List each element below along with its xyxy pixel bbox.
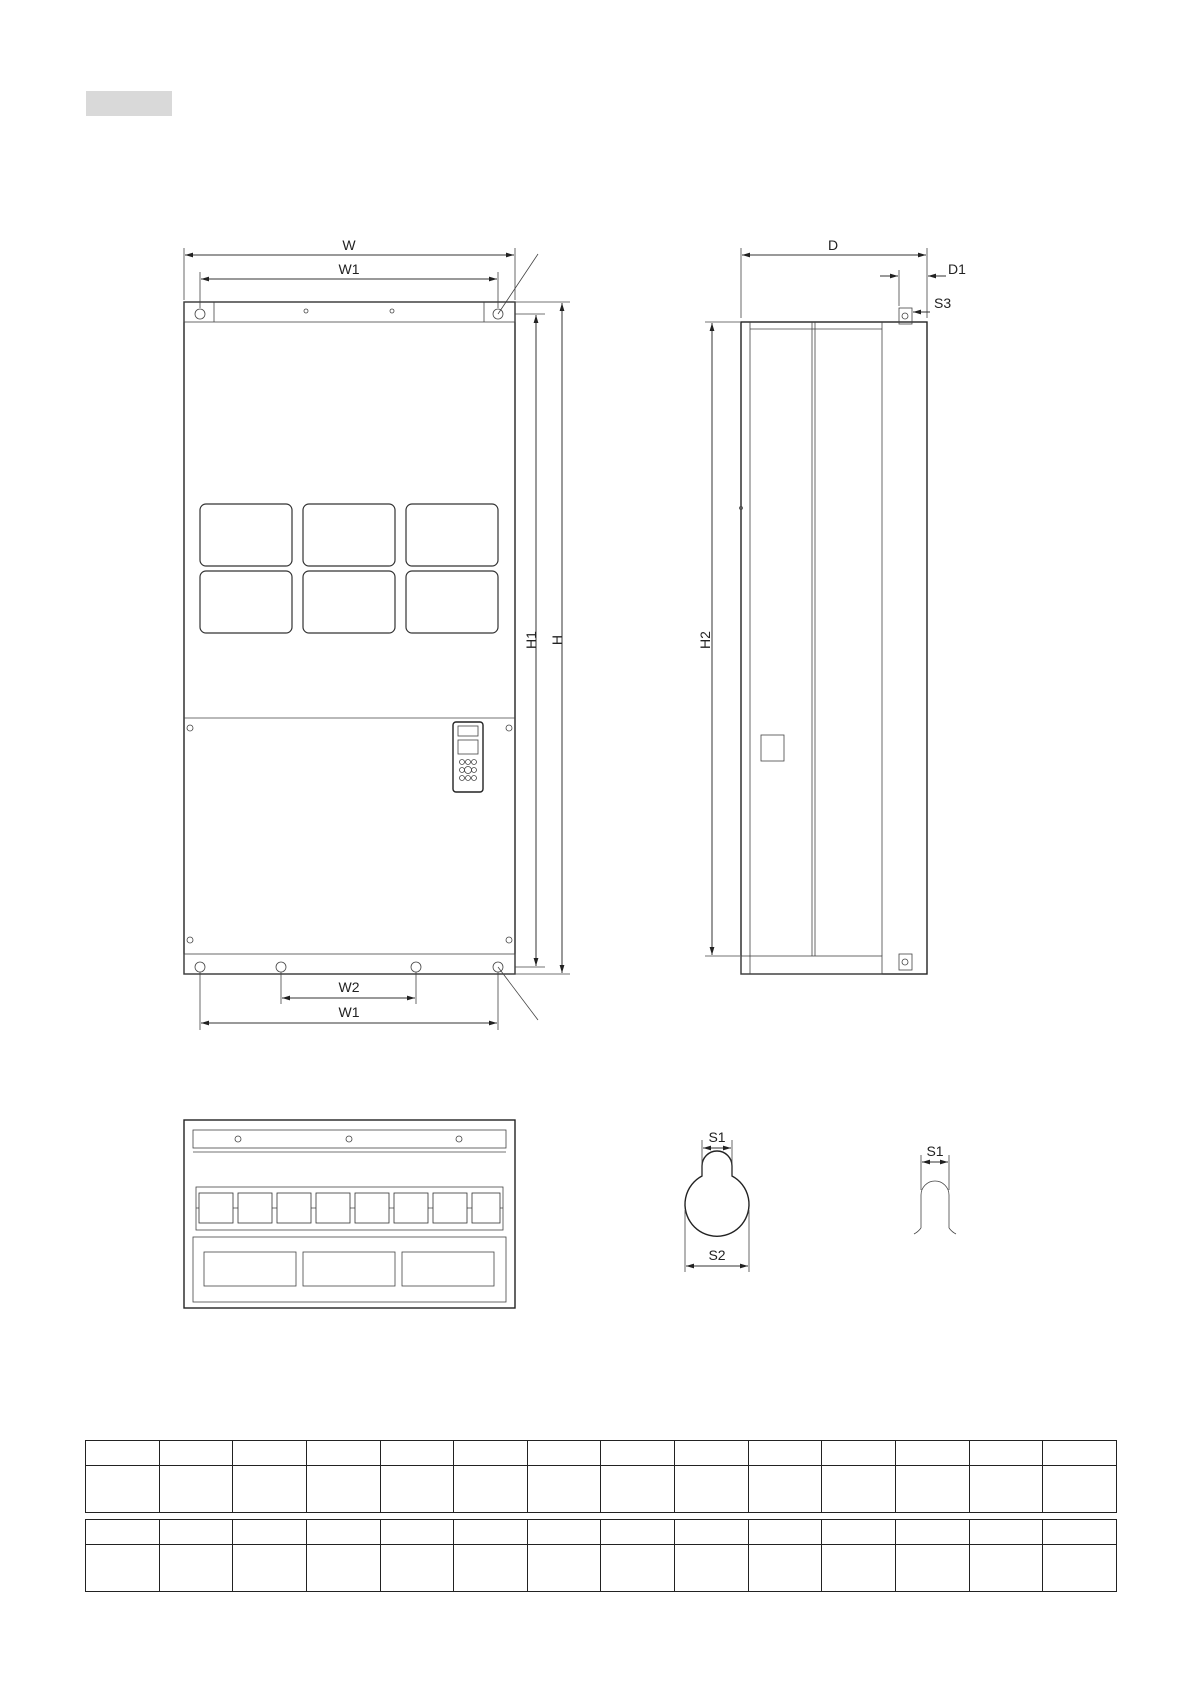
table-cell <box>233 1466 307 1513</box>
table-cell <box>1043 1466 1117 1513</box>
bottom-view <box>184 1120 515 1308</box>
table-cell <box>748 1441 822 1466</box>
table-cell <box>306 1545 380 1592</box>
side-view <box>697 237 966 974</box>
table-cell <box>306 1441 380 1466</box>
vent-grille <box>303 504 395 566</box>
slot-detail <box>914 1143 956 1234</box>
table-cell <box>159 1466 233 1513</box>
table-cell <box>86 1466 160 1513</box>
table-cell <box>675 1520 749 1545</box>
table-cell <box>86 1520 160 1545</box>
table-cell <box>748 1520 822 1545</box>
table-cell <box>380 1466 454 1513</box>
table-cell <box>896 1441 970 1466</box>
vent-grille <box>406 571 498 633</box>
table-cell <box>527 1441 601 1466</box>
front-view <box>184 237 570 1030</box>
leader-line <box>498 967 538 1020</box>
table-cell <box>896 1520 970 1545</box>
table-cell <box>601 1466 675 1513</box>
table-cell <box>233 1520 307 1545</box>
table-cell <box>822 1545 896 1592</box>
table-row <box>86 1466 1117 1513</box>
dim-label-s3: S3 <box>934 295 952 311</box>
table-cell <box>527 1466 601 1513</box>
table-gap-row <box>86 1513 1117 1520</box>
side-cabinet-outline <box>741 322 927 974</box>
dim-label-slot-s1: S1 <box>926 1143 944 1159</box>
dim-label-h2: H2 <box>697 631 713 649</box>
table-cell <box>159 1545 233 1592</box>
table-gap-cell <box>86 1513 1117 1520</box>
table-cell <box>748 1545 822 1592</box>
table-cell <box>822 1441 896 1466</box>
dimension-table <box>85 1440 1117 1592</box>
dim-label-s1: S1 <box>708 1129 726 1145</box>
dim-label-s2: S2 <box>708 1247 726 1263</box>
keypad-panel <box>453 722 483 792</box>
table-cell <box>969 1545 1043 1592</box>
dim-label-h1: H1 <box>523 631 539 649</box>
table-cell <box>454 1520 528 1545</box>
table-cell <box>454 1466 528 1513</box>
table-cell <box>601 1441 675 1466</box>
table-cell <box>159 1520 233 1545</box>
table-row <box>86 1545 1117 1592</box>
table-cell <box>527 1545 601 1592</box>
table-cell <box>454 1545 528 1592</box>
table-cell <box>306 1466 380 1513</box>
table-cell <box>896 1466 970 1513</box>
dim-label-w1-top: W1 <box>338 261 360 277</box>
dim-label-d1: D1 <box>948 261 966 277</box>
dim-label-w1-bottom: W1 <box>338 1004 360 1020</box>
table-cell <box>601 1520 675 1545</box>
dim-label-w: W <box>342 237 356 253</box>
table-cell <box>675 1466 749 1513</box>
table-cell <box>601 1545 675 1592</box>
front-cabinet-outline <box>184 302 515 974</box>
table-row <box>86 1520 1117 1545</box>
table-cell <box>233 1441 307 1466</box>
table-cell <box>380 1520 454 1545</box>
table-cell <box>822 1520 896 1545</box>
dim-label-h: H <box>549 634 565 646</box>
table-cell <box>86 1441 160 1466</box>
table-cell <box>454 1441 528 1466</box>
leader-line <box>498 254 538 314</box>
vent-grille <box>200 504 292 566</box>
table-cell <box>969 1520 1043 1545</box>
table-cell <box>86 1545 160 1592</box>
table-cell <box>380 1545 454 1592</box>
table-cell <box>748 1466 822 1513</box>
table-cell <box>896 1545 970 1592</box>
table-cell <box>380 1441 454 1466</box>
table-cell <box>822 1466 896 1513</box>
keyhole-detail <box>685 1129 749 1272</box>
table-row <box>86 1441 1117 1466</box>
dim-label-d: D <box>827 237 839 253</box>
table-cell <box>675 1441 749 1466</box>
vent-grille <box>200 571 292 633</box>
vent-grille <box>303 571 395 633</box>
table-cell <box>1043 1441 1117 1466</box>
table-cell <box>527 1520 601 1545</box>
table-cell <box>969 1441 1043 1466</box>
table-cell <box>306 1520 380 1545</box>
vent-grille <box>406 504 498 566</box>
table-cell <box>233 1545 307 1592</box>
table-cell <box>675 1545 749 1592</box>
table-cell <box>1043 1520 1117 1545</box>
dim-label-w2: W2 <box>338 979 360 995</box>
table-cell <box>159 1441 233 1466</box>
table-cell <box>969 1466 1043 1513</box>
table-cell <box>1043 1545 1117 1592</box>
